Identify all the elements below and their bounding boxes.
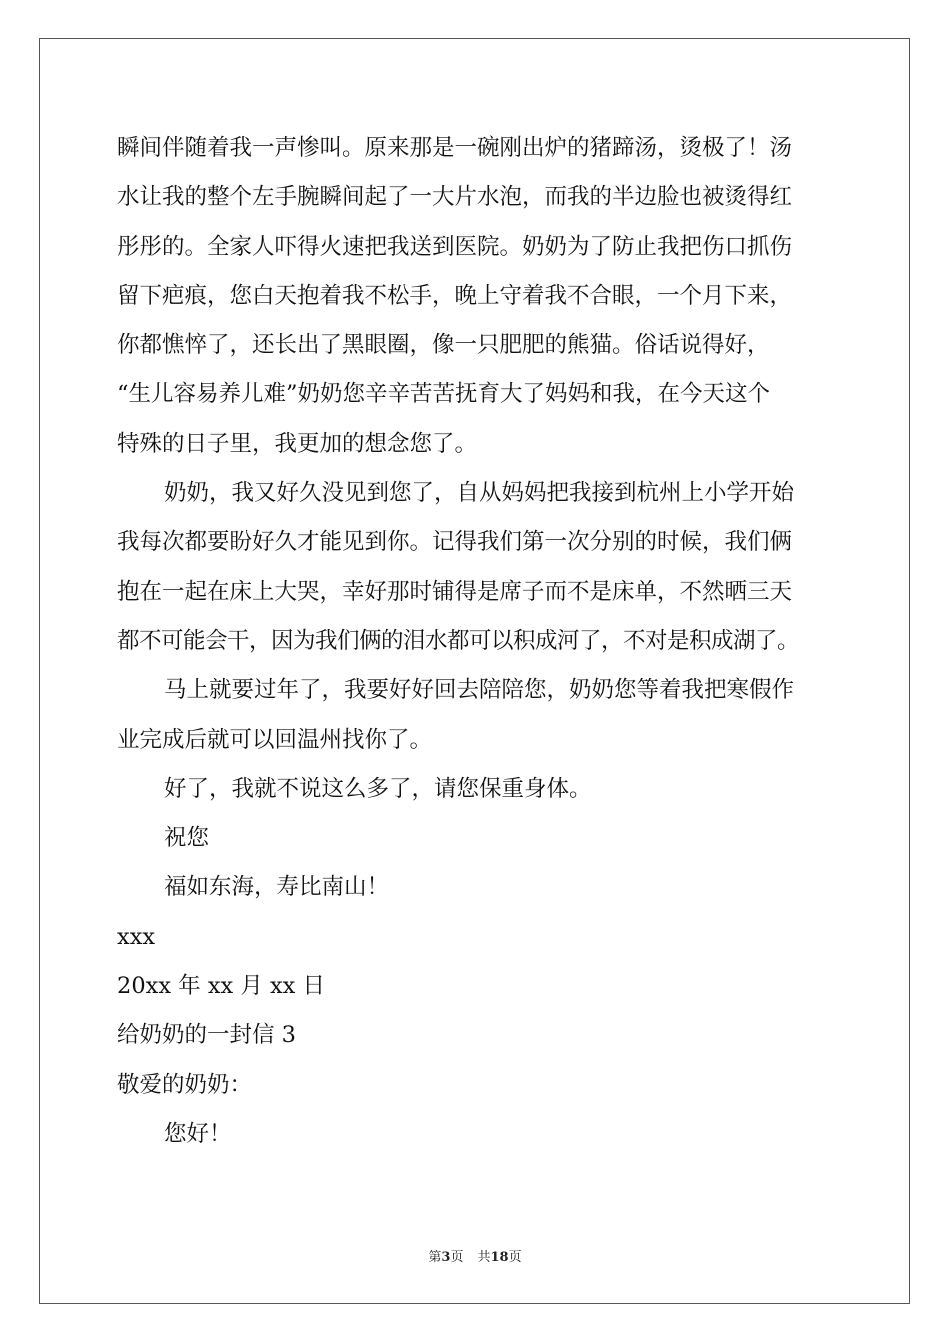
total-pages: 18 bbox=[490, 1250, 509, 1265]
text-line: 你都憔悴了，还长出了黑眼圈，像一只肥肥的熊猫。俗话说得好， bbox=[117, 332, 770, 359]
text-line: 彤彤的。全家人吓得火速把我送到医院。奶奶为了防止我把伤口抓伤 bbox=[117, 233, 793, 260]
text-line: 水让我的整个左手腕瞬间起了一大片水泡，而我的半边脸也被烫得红 bbox=[117, 184, 793, 211]
page-prefix: 第 bbox=[428, 1250, 442, 1265]
date-line: 20xx 年 xx 月 xx 日 bbox=[117, 973, 326, 1000]
closing-greeting: 祝您 bbox=[164, 825, 210, 852]
text-line: 我每次都要盼好久才能见到你。记得我们第一次分别的时候，我们俩 bbox=[117, 529, 793, 556]
paragraph-start-line: 好了，我就不说这么多了，请您保重身体。 bbox=[164, 775, 592, 802]
text-line: 抱在一起在床上大哭，幸好那时铺得是席子而不是床单，不然晒三天 bbox=[117, 578, 793, 605]
page-suffix: 页 bbox=[450, 1250, 464, 1265]
closing-wish: 福如东海，寿比南山！ bbox=[164, 874, 390, 901]
text-line: 都不可能会干，因为我们俩的泪水都可以积成河了，不对是积成湖了。 bbox=[117, 627, 800, 654]
text-line: 特殊的日子里，我更加的想念您了。 bbox=[117, 430, 478, 457]
salutation: 敬爱的奶奶： bbox=[117, 1071, 253, 1098]
text-line: 业完成后就可以回温州找你了。 bbox=[117, 726, 433, 753]
text-line: 留下疤痕，您白天抱着我不松手，晚上守着我不合眼，一个月下来， bbox=[117, 282, 793, 309]
text-line: “生儿容易养儿难”奶奶您辛辛苦苦抚育大了妈妈和我，在今天这个 bbox=[117, 381, 771, 408]
letter-body bbox=[117, 124, 837, 1159]
paragraph-start-line: 奶奶，我又好久没见到您了，自从妈妈把我接到杭州上小学开始 bbox=[164, 480, 795, 507]
total-suffix: 页 bbox=[508, 1250, 522, 1265]
signature: xxx bbox=[117, 923, 156, 950]
page-footer bbox=[0, 1248, 950, 1268]
greeting: 您好！ bbox=[164, 1120, 232, 1147]
paragraph-start-line: 马上就要过年了，我要好好回去陪陪您，奶奶您等着我把寒假作 bbox=[164, 677, 795, 704]
total-prefix: 共 bbox=[477, 1250, 491, 1265]
text-line: 瞬间伴随着我一声惨叫。原来那是一碗刚出炉的猪蹄汤，烫极了！汤 bbox=[117, 135, 793, 161]
page-number: 3 bbox=[441, 1250, 451, 1265]
section-title: 给奶奶的一封信 3 bbox=[117, 1022, 296, 1049]
